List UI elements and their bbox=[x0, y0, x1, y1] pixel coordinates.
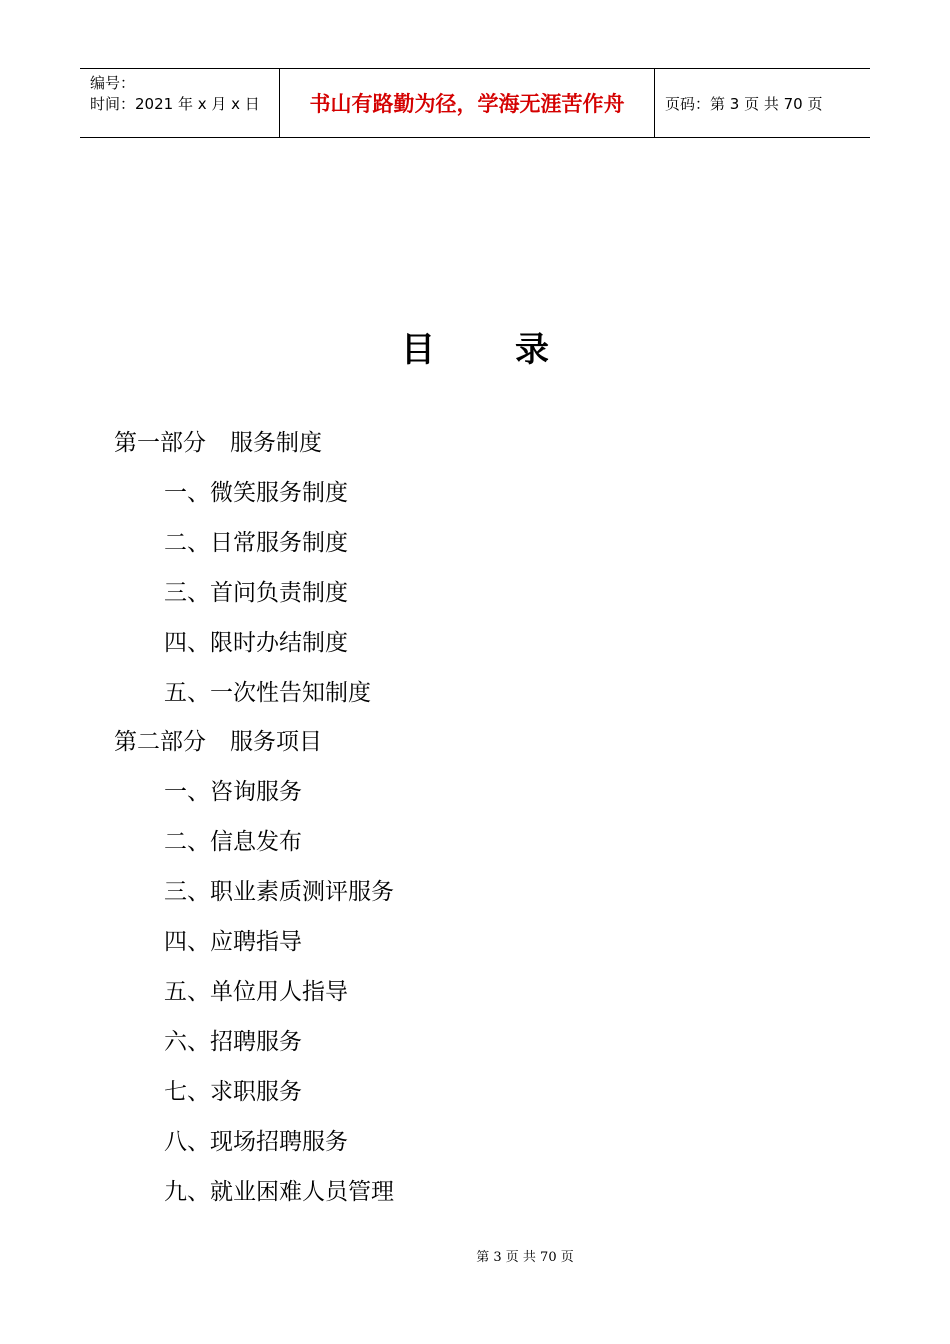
toc-part-heading[interactable] bbox=[114, 428, 322, 458]
toc-entry[interactable]: 五、一次性告知制度 bbox=[164, 679, 371, 706]
toc-entry[interactable]: 七、求职服务 bbox=[164, 1078, 302, 1105]
toc-entry[interactable]: 九、就业困难人员管理 bbox=[164, 1178, 394, 1205]
header-page-info: 页码：第 3 页 共 70 页 bbox=[665, 94, 823, 113]
toc-entry[interactable]: 二、信息发布 bbox=[164, 829, 302, 856]
header-meta bbox=[80, 69, 280, 137]
toc-part-number: 第二部分 bbox=[114, 729, 206, 756]
toc-entry[interactable]: 四、应聘指导 bbox=[164, 929, 302, 955]
toc-entry[interactable]: 八、现场招聘服务 bbox=[164, 1128, 348, 1155]
page-header bbox=[80, 68, 870, 138]
page-footer: 第 3 页 共 70 页 bbox=[476, 1250, 574, 1265]
toc-entry[interactable]: 二、日常服务制度 bbox=[164, 529, 348, 556]
code-label: 编号： bbox=[90, 74, 136, 92]
toc-part-number: 第一部分 bbox=[114, 430, 206, 456]
toc-title bbox=[0, 322, 950, 371]
toc-entry[interactable]: 三、首问负责制度 bbox=[164, 579, 348, 606]
toc-entry[interactable]: 一、微笑服务制度 bbox=[164, 479, 348, 506]
toc-title-char-1: 目 bbox=[401, 330, 435, 370]
header-motto: 书山有路勤为径，学海无涯苦作舟 bbox=[280, 69, 655, 137]
toc-entry[interactable]: 三、职业素质测评服务 bbox=[164, 879, 394, 906]
time-label: 时间：2021 年 x 月 x 日 bbox=[90, 95, 260, 113]
toc-part-heading[interactable] bbox=[114, 727, 322, 757]
toc-part-title: 服务制度 bbox=[230, 430, 322, 456]
toc-entry[interactable]: 六、招聘服务 bbox=[164, 1028, 302, 1055]
toc-entry[interactable]: 四、限时办结制度 bbox=[164, 629, 348, 656]
toc-entry[interactable]: 五、单位用人指导 bbox=[164, 978, 348, 1005]
toc-entry[interactable]: 一、咨询服务 bbox=[164, 779, 302, 806]
toc-part-title: 服务项目 bbox=[230, 729, 322, 756]
toc-title-char-2: 录 bbox=[515, 330, 549, 370]
